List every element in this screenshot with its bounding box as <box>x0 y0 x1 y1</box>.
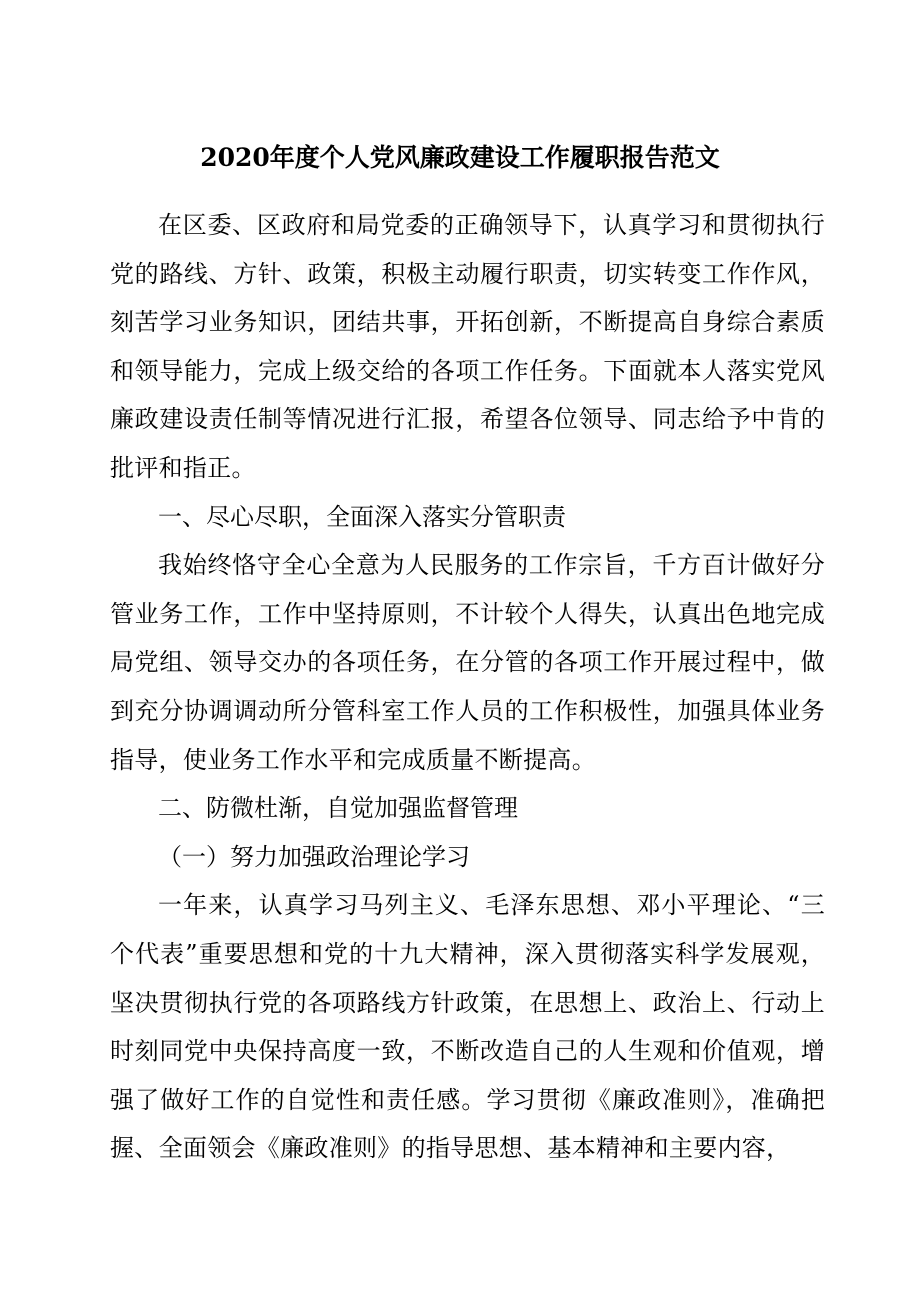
document-title: 2020年度个人党风廉政建设工作履职报告范文 <box>200 143 720 172</box>
section-heading-1: 一、尽心尽职，全面深入落实分管职责 <box>158 502 566 531</box>
subsection-1-paragraph: 一年来，认真学习马列主义、毛泽东思想、邓小平理论、“三个代表”重要思想和党的十九大精神，深入贯彻落实科学发展观，坚决贯彻执行党的各项路线方针政策，在思想上、政治上、行动上时刻同党中央保持高度一致，不断改造自己的人生观和价值观，增强了做好工作的自觉性和责任感。学习贯彻《廉政准则》，准确把握、全面领会《廉政准则》的指导思想、基本精神和主要内容， <box>110 891 825 1163</box>
section-heading-2: 二、防微杜渐，自觉加强监督管理 <box>158 794 518 823</box>
section-1-paragraph: 我始终恪守全心全意为人民服务的工作宗旨，千方百计做好分管业务工作，工作中坚持原则，不计较个人得失，认真出色地完成局党组、领导交办的各项任务，在分管的各项工作开展过程中，做到充分协调调动所分管科室工作人员的工作积极性，加强具体业务指导，使业务工作水平和完成质量不断提高。 <box>110 551 825 774</box>
document-body <box>110 201 825 1173</box>
intro-paragraph: 在区委、区政府和局党委的正确领导下，认真学习和贯彻执行党的路线、方针、政策，积极主动履行职责，切实转变工作作风，刻苦学习业务知识，团结共事，开拓创新，不断提高自身综合素质和领导能力，完成上级交给的各项工作任务。下面就本人落实党风廉政建设责任制等情况进行汇报，希望各位领导、同志给予中肯的批评和指正。 <box>110 211 825 482</box>
subsection-heading-1: （一）努力加强政治理论学习 <box>158 842 470 871</box>
